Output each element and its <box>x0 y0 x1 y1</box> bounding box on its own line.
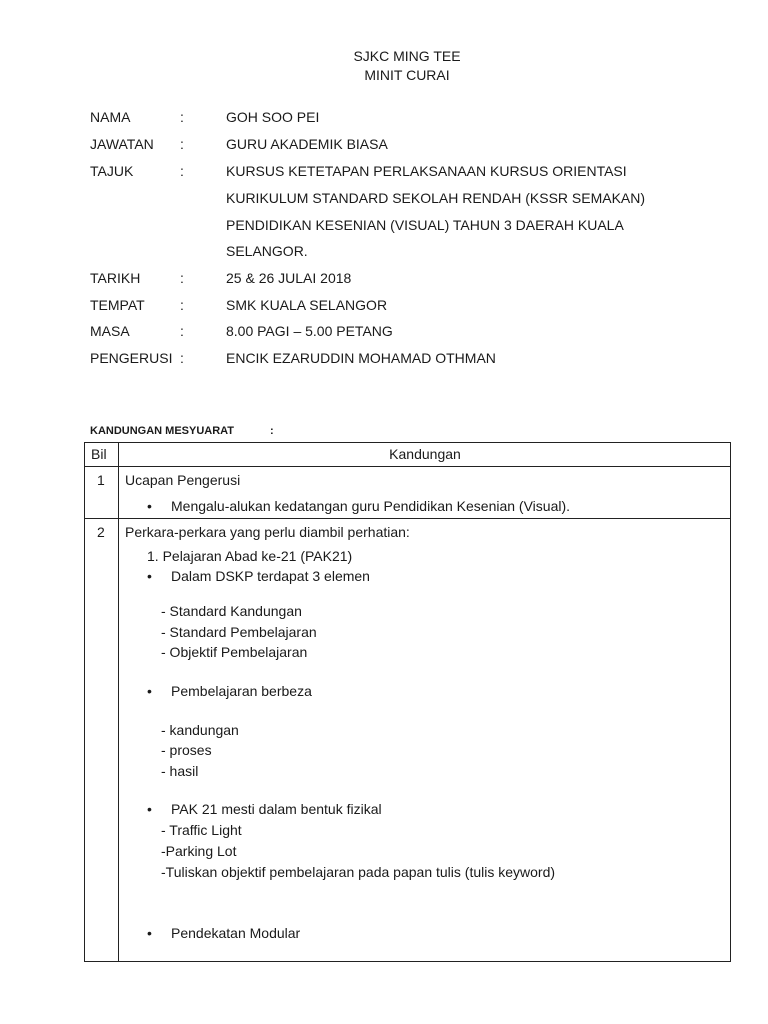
dash-item: - kandungan <box>161 722 239 738</box>
info-label: MASA <box>90 323 130 339</box>
dash-item: - proses <box>161 742 212 758</box>
info-colon: : <box>180 163 184 179</box>
info-label: TARIKH <box>90 270 141 286</box>
info-colon: : <box>180 270 184 286</box>
bullet-pendekatan-modular: • Pendekatan Modular <box>171 925 300 941</box>
info-label: NAMA <box>90 109 131 125</box>
info-value: ENCIK EZARUDDIN MOHAMAD OTHMAN <box>226 350 496 366</box>
dash-item: - Objektif Pembelajaran <box>161 644 308 660</box>
info-colon: : <box>180 136 184 152</box>
info-label: TAJUK <box>90 163 134 179</box>
info-colon: : <box>180 350 184 366</box>
row-divider <box>85 518 730 519</box>
info-value: PENDIDIKAN KESENIAN (VISUAL) TAHUN 3 DAERAH KUALA <box>226 217 624 233</box>
bullet-pak21: • PAK 21 mesti dalam bentuk fizikal <box>171 801 382 817</box>
bullet-pembelajaran-berbeza: • Pembelajaran berbeza <box>171 683 312 699</box>
school-name: SJKC MING TEE <box>353 48 461 64</box>
info-label: TEMPAT <box>90 297 145 313</box>
minutes-table <box>84 442 731 962</box>
info-value: 8.00 PAGI – 5.00 PETANG <box>226 323 393 339</box>
row-1-bil: 1 <box>97 472 105 488</box>
bullet-dskp: • Dalam DSKP terdapat 3 elemen <box>171 568 370 584</box>
info-value: GURU AKADEMIK BIASA <box>226 136 388 152</box>
dash-item: - Standard Kandungan <box>161 603 302 619</box>
dash-item: - Standard Pembelajaran <box>161 624 317 640</box>
info-colon: : <box>180 323 184 339</box>
header-kandungan: Kandungan <box>389 446 461 462</box>
dash-item: - hasil <box>161 763 199 779</box>
info-value: SMK KUALA SELANGOR <box>226 297 388 313</box>
dash-item: -Parking Lot <box>161 843 237 859</box>
info-colon: : <box>180 297 184 313</box>
dash-item: -Tuliskan objektif pembelajaran pada papan tulis (tulis keyword) <box>161 864 556 880</box>
row-1-title: Ucapan Pengerusi <box>125 472 241 488</box>
row-2-bil: 2 <box>97 524 105 540</box>
info-value: GOH SOO PEI <box>226 109 320 125</box>
info-label: PENGERUSI <box>90 350 173 366</box>
row-1-bullet: • Mengalu-alukan kedatangan guru Pendidikan Kesenian (Visual). <box>171 498 570 514</box>
numbered-item: 1. Pelajaran Abad ke-21 (PAK21) <box>147 548 353 564</box>
info-value: KURSUS KETETAPAN PERLAKSANAAN KURSUS ORIENTASI <box>226 163 627 179</box>
document-type: MINIT CURAI <box>364 67 450 83</box>
info-value: KURIKULUM STANDARD SEKOLAH RENDAH (KSSR SEMAKAN) <box>226 190 646 206</box>
info-colon: : <box>180 109 184 125</box>
header-row-divider <box>85 466 730 467</box>
kandungan-colon: : <box>270 425 274 437</box>
header-bil: Bil <box>91 446 107 462</box>
info-label: JAWATAN <box>90 136 154 152</box>
info-value: SELANGOR. <box>226 243 308 259</box>
dash-item: - Traffic Light <box>161 822 242 838</box>
row-2-title: Perkara-perkara yang perlu diambil perhatian: <box>125 524 410 540</box>
kandungan-heading: KANDUNGAN MESYUARAT <box>90 425 235 437</box>
info-value: 25 & 26 JULAI 2018 <box>226 270 352 286</box>
column-divider <box>118 443 119 961</box>
